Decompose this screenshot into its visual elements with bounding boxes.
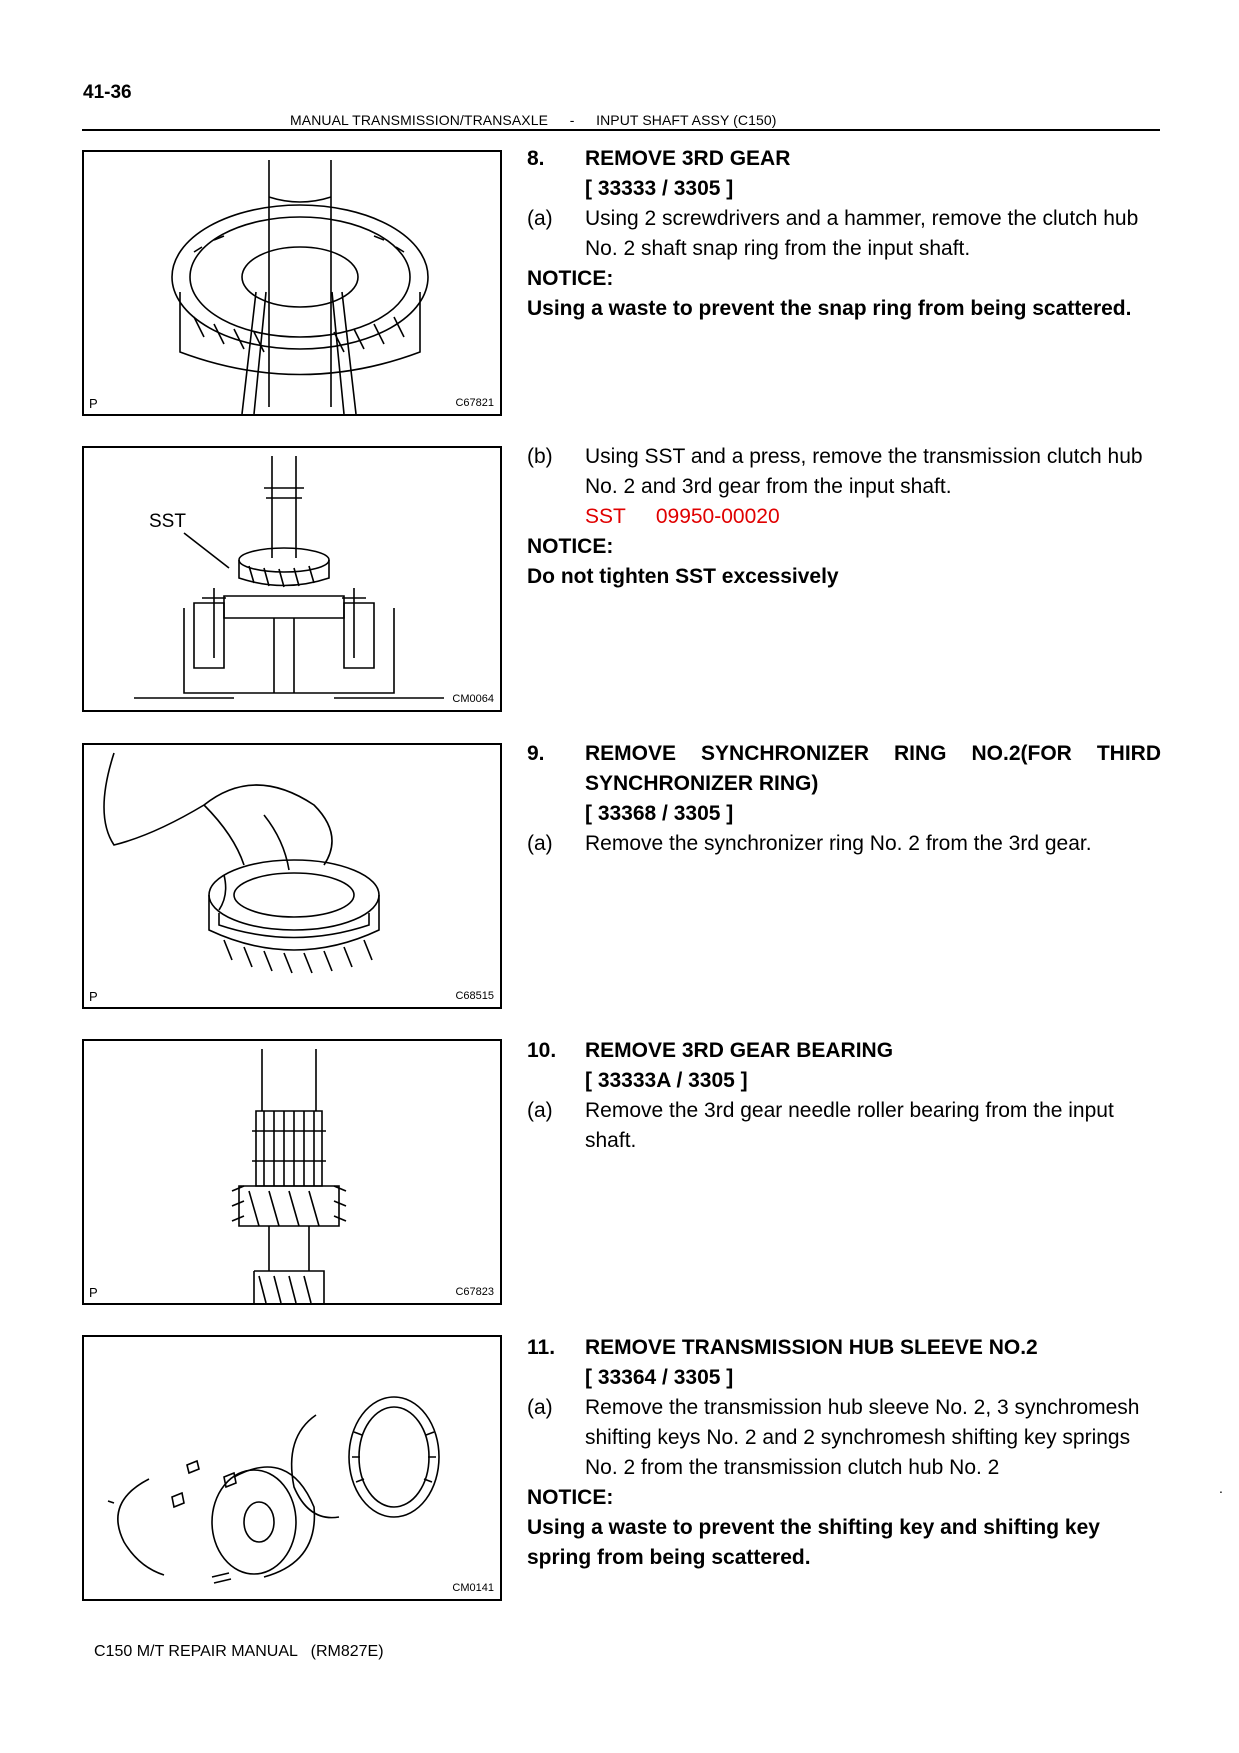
step-title: REMOVE 3RD GEAR BEARING <box>585 1039 894 1062</box>
stray-mark: . <box>1219 1480 1223 1496</box>
notice-text: Using a waste to prevent the shifting key and shifting key spring from being scattered. <box>527 1516 1100 1569</box>
step-ref: [ 33368 / 3305 ] <box>585 802 734 825</box>
sst-label: SST <box>585 505 626 528</box>
figure-hub-sleeve <box>82 1335 502 1601</box>
substep-text: Remove the transmission hub sleeve No. 2, 3 synchromesh shifting keys No. 2 and 2 synchromesh shifting key springs No. 2 from the transmission clutch hub No. 2 <box>585 1396 1140 1479</box>
figure-illustration <box>84 152 500 414</box>
figure-sst-press <box>82 446 502 712</box>
step-ref: [ 33364 / 3305 ] <box>585 1366 734 1389</box>
notice-label: NOTICE: <box>527 267 614 290</box>
figure-illustration <box>84 448 500 710</box>
substep-label: (a) <box>527 832 553 855</box>
step-number: 9. <box>527 742 545 765</box>
page-number: 41-36 <box>83 82 132 103</box>
figure-illustration <box>84 1337 500 1599</box>
notice-text: Do not tighten SST excessively <box>527 565 839 588</box>
figure-corner-label: P <box>89 989 98 1004</box>
figure-sst-callout: SST <box>149 511 186 532</box>
step-number: 11. <box>527 1336 556 1359</box>
substep-text: Using 2 screwdrivers and a hammer, remove the clutch hub No. 2 shaft snap ring from the input shaft. <box>585 207 1139 260</box>
header-title <box>290 112 777 128</box>
sst-line <box>527 502 1161 532</box>
substep-text: Using SST and a press, remove the transmission clutch hub No. 2 and 3rd gear from the input shaft. <box>585 445 1143 498</box>
figure-synchronizer-ring <box>82 743 502 1009</box>
substep-label: (a) <box>527 207 553 230</box>
header-separator: - <box>569 112 575 128</box>
step-11-section <box>527 1333 1161 1573</box>
header-section: MANUAL TRANSMISSION/TRANSAXLE <box>290 112 549 128</box>
header-rule <box>82 129 1160 131</box>
step-number: 8. <box>527 147 545 170</box>
header-subsection: INPUT SHAFT ASSY (C150) <box>596 112 777 128</box>
figure-code: C67823 <box>455 1286 494 1298</box>
step-title: REMOVE TRANSMISSION HUB SLEEVE NO.2 <box>585 1336 1038 1359</box>
step-ref: [ 33333 / 3305 ] <box>585 177 734 200</box>
step-8-section <box>527 144 1161 324</box>
footer-manual-title: C150 M/T REPAIR MANUAL (RM827E) <box>94 1643 384 1660</box>
figure-corner-label: P <box>89 396 98 411</box>
step-10-section <box>527 1036 1161 1156</box>
figure-snap-ring-removal <box>82 150 502 416</box>
sst-number: 09950-00020 <box>655 505 780 528</box>
substep-text: Remove the synchronizer ring No. 2 from the 3rd gear. <box>585 832 1092 855</box>
figure-code: CM0064 <box>452 693 494 705</box>
step-ref: [ 33333A / 3305 ] <box>585 1069 748 1092</box>
step-number: 10. <box>527 1039 557 1062</box>
step-8b-section <box>527 442 1161 592</box>
notice-label: NOTICE: <box>527 1486 614 1509</box>
figure-illustration <box>84 745 500 1007</box>
substep-label: (a) <box>527 1099 553 1122</box>
figure-illustration <box>84 1041 500 1303</box>
substep-label: (b) <box>527 445 553 468</box>
substep-label: (a) <box>527 1396 553 1419</box>
step-title: REMOVE SYNCHRONIZER RING NO.2(FOR THIRD SYNCHRONIZER RING) <box>585 742 1161 795</box>
figure-code: C67821 <box>455 397 494 409</box>
figure-code: CM0141 <box>452 1582 494 1594</box>
notice-label: NOTICE: <box>527 535 614 558</box>
figure-code: C68515 <box>455 990 494 1002</box>
figure-gear-bearing <box>82 1039 502 1305</box>
step-9-section <box>527 739 1161 859</box>
figure-corner-label: P <box>89 1285 98 1300</box>
step-title: REMOVE 3RD GEAR <box>585 147 791 170</box>
notice-text: Using a waste to prevent the snap ring from being scattered. <box>527 297 1132 320</box>
substep-text: Remove the 3rd gear needle roller bearing from the input shaft. <box>585 1099 1114 1152</box>
